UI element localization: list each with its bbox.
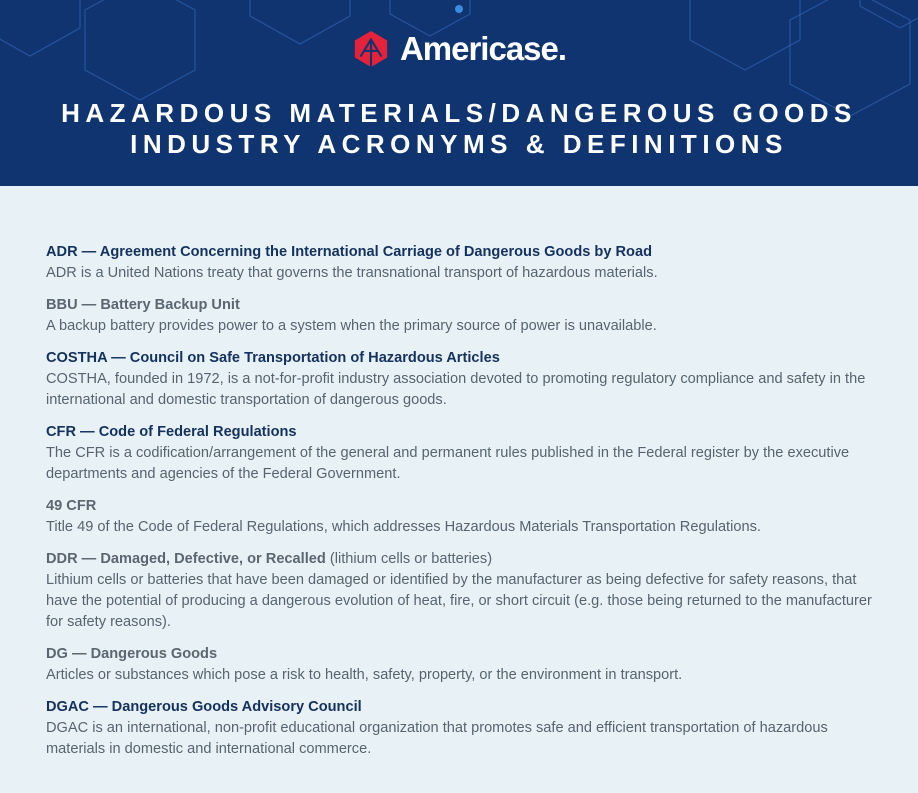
term-title: [46, 549, 876, 570]
definition-entry-ddr: [46, 549, 876, 633]
term-title: BBU — Battery Backup Unit: [46, 297, 240, 313]
term-definition: Lithium cells or batteries that have been damaged or identified by the manufacturer as being defective for safety reasons, that have the potential of producing a dangerous evolution of heat, fire, or short circuit (e.g. those being returned to the manufacturer for safety reasons).: [46, 572, 872, 630]
term-title: CFR — Code of Federal Regulations: [46, 424, 297, 440]
definition-entry-dg: [46, 644, 876, 686]
term-definition: DGAC is an international, non-profit educational organization that promotes safe and efficient transportation of hazardous materials in domestic and international commerce.: [46, 720, 828, 757]
term-name: DDR — Damaged, Defective, or Recalled: [46, 551, 326, 567]
definition-entry-costha: [46, 348, 876, 411]
title-line-2: INDUSTRY ACRONYMS & DEFINITIONS: [130, 129, 788, 159]
title-line-1: HAZARDOUS MATERIALS/DANGEROUS GOODS: [61, 98, 857, 128]
brand-name: Americase.: [399, 30, 567, 67]
term-definition: A backup battery provides power to a system when the primary source of power is unavailable.: [46, 318, 657, 334]
definition-entry-49cfr: [46, 496, 876, 538]
americase-logo: [0, 30, 918, 68]
term-definition: COSTHA, founded in 1972, is a not-for-profit industry association devoted to promoting regulatory compliance and safety in the international and domestic transportation of dangerous goods.: [46, 371, 866, 408]
americase-logo-mark-icon: [352, 30, 390, 68]
term-definition: The CFR is a codification/arrangement of the general and permanent rules published in the Federal register by the executive departments and agencies of the Federal Government.: [46, 445, 850, 482]
term-definition: ADR is a United Nations treaty that governs the transnational transport of hazardous materials.: [46, 265, 658, 281]
term-title: ADR — Agreement Concerning the International Carriage of Dangerous Goods by Road: [46, 244, 652, 260]
definition-entry-dgac: [46, 697, 876, 760]
definition-entry-cfr: [46, 422, 876, 485]
term-definition: Articles or substances which pose a risk to health, safety, property, or the environment in transport.: [46, 667, 683, 683]
page-title: [0, 98, 918, 160]
term-title: DG — Dangerous Goods: [46, 646, 218, 662]
term-title: 49 CFR: [46, 498, 97, 514]
term-title: COSTHA — Council on Safe Transportation of Hazardous Articles: [46, 350, 500, 366]
term-title: DGAC — Dangerous Goods Advisory Council: [46, 699, 362, 715]
term-definition: Title 49 of the Code of Federal Regulations, which addresses Hazardous Materials Transportation Regulations.: [46, 519, 761, 535]
definition-entry-bbu: [46, 295, 876, 337]
definitions-list: [0, 186, 876, 760]
definition-entry-adr: [46, 242, 876, 284]
term-note: (lithium cells or batteries): [325, 551, 493, 567]
header-banner: [0, 0, 918, 186]
